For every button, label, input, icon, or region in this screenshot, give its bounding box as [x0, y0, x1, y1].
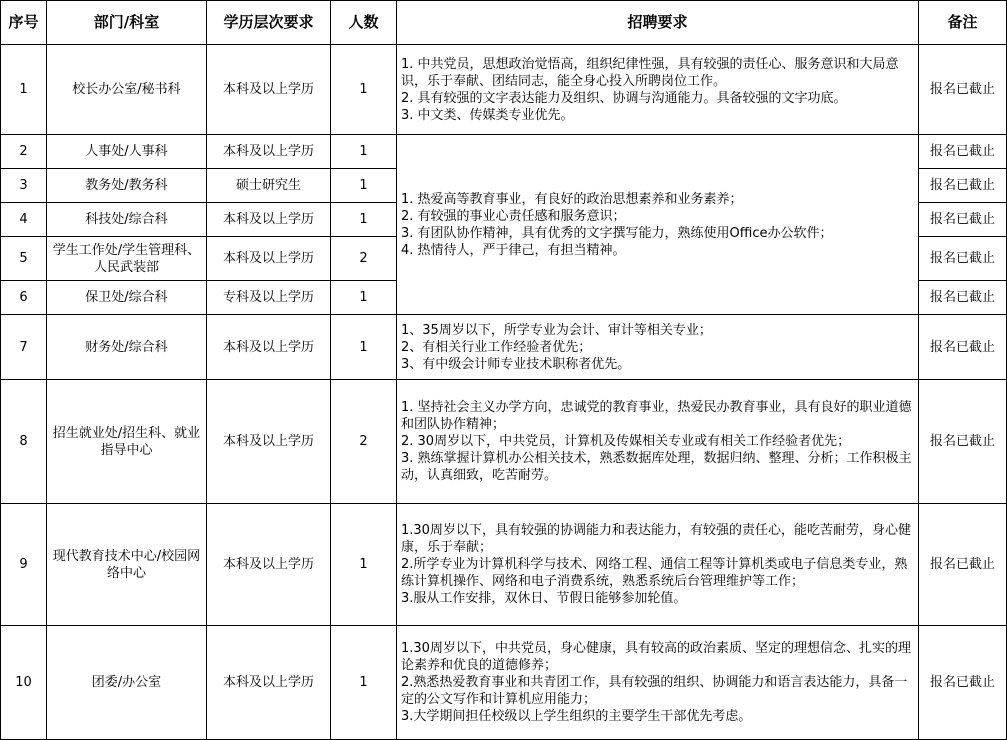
- cell-seq: 7: [1, 315, 47, 380]
- req-line: 1.30周岁以下，具有较强的协调能力和表达能力，有较强的责任心，能吃苦耐劳，身心健康，乐于奉献；: [401, 523, 911, 555]
- cell-dept: 招生就业处/招生科、就业指导中心: [47, 380, 207, 504]
- cell-edu: 本科及以上学历: [207, 203, 331, 237]
- cell-req: [397, 380, 919, 504]
- cell-dept: 科技处/综合科: [47, 203, 207, 237]
- cell-edu: 本科及以上学历: [207, 315, 331, 380]
- header-req: 招聘要求: [397, 1, 919, 45]
- cell-edu: 本科及以上学历: [207, 45, 331, 135]
- cell-note: 报名已截止: [919, 380, 1007, 504]
- cell-seq: 2: [1, 135, 47, 169]
- req-line: 2、有相关行业工作经验者优先；: [401, 339, 592, 355]
- cell-dept: 学生工作处/学生管理科、人民武装部: [47, 237, 207, 281]
- req-line: 2. 有较强的事业心责任感和服务意识；: [401, 208, 626, 224]
- req-line: 1. 坚持社会主义办学方向，忠诚党的教育事业，热爱民办教育事业，具有良好的职业道德和团队协作精神；: [401, 400, 912, 432]
- req-line: 3. 中文类、传媒类专业优先。: [401, 107, 574, 123]
- req-line: 3、有中级会计师专业技术职称者优先。: [401, 356, 631, 372]
- cell-count: 1: [331, 626, 397, 740]
- cell-count: 1: [331, 45, 397, 135]
- req-line: 3. 有团队协作精神，具有优秀的文字撰写能力，熟练使用Office办公软件；: [401, 225, 833, 241]
- cell-note: 报名已截止: [919, 169, 1007, 203]
- cell-note: 报名已截止: [919, 237, 1007, 281]
- cell-edu: 本科及以上学历: [207, 380, 331, 504]
- header-edu: 学历层次要求: [207, 1, 331, 45]
- cell-edu: 本科及以上学历: [207, 237, 331, 281]
- cell-seq: 6: [1, 281, 47, 315]
- table-row: [1, 315, 1007, 380]
- cell-dept: 团委/办公室: [47, 626, 207, 740]
- cell-edu: 本科及以上学历: [207, 135, 331, 169]
- cell-seq: 1: [1, 45, 47, 135]
- req-line: 1、35周岁以下，所学专业为会计、审计等相关专业；: [401, 322, 712, 338]
- header-row: [1, 1, 1007, 45]
- cell-seq: 9: [1, 504, 47, 626]
- header-note: 备注: [919, 1, 1007, 45]
- req-line: 2. 具有较强的文字表达能力及组织、协调与沟通能力。具备较强的文字功底。: [401, 90, 847, 106]
- cell-seq: 8: [1, 380, 47, 504]
- req-line: 2. 30周岁以下，中共党员，计算机及传媒相关专业或有相关工作经验者优先；: [401, 434, 851, 449]
- cell-edu: 本科及以上学历: [207, 504, 331, 626]
- cell-note: 报名已截止: [919, 626, 1007, 740]
- table-row: [1, 135, 1007, 169]
- req-line: 1. 热爱高等教育事业，有良好的政治思想素养和业务素养；: [401, 191, 743, 207]
- cell-note: 报名已截止: [919, 203, 1007, 237]
- cell-count: 1: [331, 315, 397, 380]
- req-line: 1.30周岁以下，中共党员，身心健康，具有较高的政治素质、坚定的理想信念、扎实的理论素养和优良的道德修养；: [401, 641, 911, 673]
- cell-count: 1: [331, 203, 397, 237]
- cell-note: 报名已截止: [919, 504, 1007, 626]
- header-count: 人数: [331, 1, 397, 45]
- req-line: 3.大学期间担任校级以上学生组织的主要学生干部优先考虑。: [401, 709, 752, 724]
- cell-note: 报名已截止: [919, 315, 1007, 380]
- req-line: 1. 中共党员，思想政治觉悟高，组织纪律性强，具有较强的责任心、服务意识和大局意识，乐于奉献、团结同志，能全身心投入所聘岗位工作。: [401, 56, 899, 89]
- cell-dept: 人事处/人事科: [47, 135, 207, 169]
- cell-note: 报名已截止: [919, 135, 1007, 169]
- cell-seq: 3: [1, 169, 47, 203]
- cell-dept: 财务处/综合科: [47, 315, 207, 380]
- cell-seq: 10: [1, 626, 47, 740]
- cell-dept: 现代教育技术中心/校园网络中心: [47, 504, 207, 626]
- cell-edu: 本科及以上学历: [207, 626, 331, 740]
- req-line: 3.服从工作安排，双休日、节假日能够参加轮值。: [401, 591, 687, 606]
- req-line: 3. 熟练掌握计算机办公相关技术，熟悉数据库处理，数据归纳、整理、分析；工作积极主动，认真细致，吃苦耐劳。: [401, 451, 912, 483]
- cell-count: 2: [331, 237, 397, 281]
- cell-note: 报名已截止: [919, 281, 1007, 315]
- cell-edu: 硕士研究生: [207, 169, 331, 203]
- cell-req-shared: [397, 135, 919, 315]
- req-line: 2.熟悉热爱教育事业和共青团工作，具有较强的组织、协调能力和语言表达能力，具备一定的公文写作和计算机应用能力；: [401, 675, 908, 707]
- cell-count: 1: [331, 169, 397, 203]
- cell-dept: 教务处/教务科: [47, 169, 207, 203]
- cell-dept: 保卫处/综合科: [47, 281, 207, 315]
- cell-edu: 专科及以上学历: [207, 281, 331, 315]
- cell-req: [397, 626, 919, 740]
- cell-dept: 校长办公室/秘书科: [47, 45, 207, 135]
- cell-req: [397, 504, 919, 626]
- cell-seq: 4: [1, 203, 47, 237]
- table-row: [1, 504, 1007, 626]
- req-line: 4. 热情待人，严于律己，有担当精神。: [401, 242, 626, 258]
- table-row: [1, 45, 1007, 135]
- cell-req: [397, 45, 919, 135]
- cell-seq: 5: [1, 237, 47, 281]
- cell-count: 1: [331, 135, 397, 169]
- cell-count: 1: [331, 281, 397, 315]
- header-seq: 序号: [1, 1, 47, 45]
- table-row: [1, 626, 1007, 740]
- cell-count: 1: [331, 504, 397, 626]
- table-row: [1, 380, 1007, 504]
- cell-note: 报名已截止: [919, 45, 1007, 135]
- cell-req: [397, 315, 919, 380]
- header-dept: 部门/科室: [47, 1, 207, 45]
- req-line: 2.所学专业为计算机科学与技术、网络工程、通信工程等计算机类或电子信息类专业，熟练计算机操作、网络和电子消费系统，熟悉系统后台管理维护等工作；: [401, 557, 908, 589]
- cell-count: 2: [331, 380, 397, 504]
